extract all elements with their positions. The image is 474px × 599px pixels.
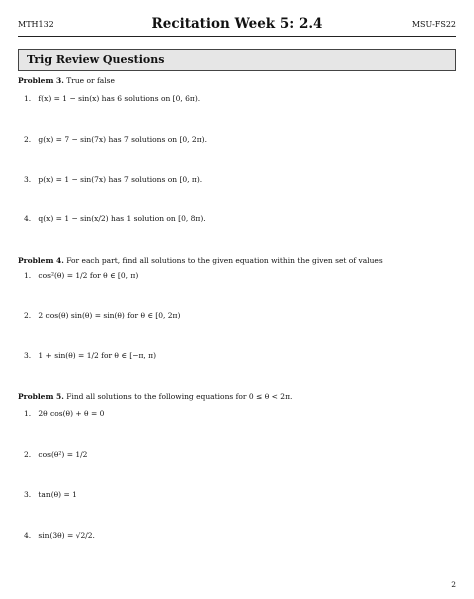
list-item	[24, 311, 180, 320]
item-text: cos²(θ) = 1/2 for θ ∈ [0, π)	[38, 271, 139, 280]
problem-instruction: True or false	[66, 76, 115, 85]
problem-label: Problem 4.	[18, 256, 64, 265]
item-text: g(x) = 7 − sin(7x) has 7 solutions on [0, 2π).	[38, 135, 207, 144]
item-text: 2θ cos(θ) + θ = 0	[38, 409, 105, 418]
list-item	[24, 409, 104, 418]
item-number: 2.	[24, 135, 32, 144]
list-item	[24, 135, 207, 144]
problem-instruction: Find all solutions to the following equations for 0 ≤ θ < 2π.	[66, 392, 293, 401]
item-number: 3.	[24, 490, 32, 499]
problem-3-heading	[18, 76, 115, 85]
item-text: 2 cos(θ) sin(θ) = sin(θ) for θ ∈ [0, 2π)	[38, 311, 181, 320]
item-number: 2.	[24, 450, 32, 459]
section-title: Trig Review Questions	[27, 53, 165, 66]
item-number: 1.	[24, 409, 32, 418]
problem-instruction: For each part, find all solutions to the given equation within the given set of values	[66, 256, 383, 265]
item-number: 2.	[24, 311, 32, 320]
item-number: 3.	[24, 351, 32, 360]
page-title: Recitation Week 5: 2.4	[151, 16, 323, 32]
item-number: 3.	[24, 175, 32, 184]
item-text: q(x) = 1 − sin(x/2) has 1 solution on [0, 8π).	[38, 214, 206, 223]
item-text: sin(3θ) = √2/2.	[38, 531, 95, 540]
item-number: 4.	[24, 214, 32, 223]
item-text: tan(θ) = 1	[38, 490, 77, 499]
item-number: 4.	[24, 531, 32, 540]
list-item	[24, 351, 156, 360]
item-text: p(x) = 1 − sin(7x) has 7 solutions on [0, π).	[38, 175, 203, 184]
list-item	[24, 271, 138, 280]
problem-label: Problem 3.	[18, 76, 64, 85]
item-number: 1.	[24, 271, 32, 280]
item-text: f(x) = 1 − sin(x) has 6 solutions on [0, 6π).	[38, 94, 201, 103]
problem-4-heading	[18, 256, 383, 265]
list-item	[24, 175, 202, 184]
list-item	[24, 214, 206, 223]
item-text: cos(θ²) = 1/2	[38, 450, 88, 459]
item-text: 1 + sin(θ) = 1/2 for θ ∈ [−π, π)	[38, 351, 157, 360]
list-item	[24, 94, 200, 103]
term-code: MSU-FS22	[411, 20, 456, 29]
problem-label: Problem 5.	[18, 392, 64, 401]
page-header	[18, 16, 456, 34]
item-number: 1.	[24, 94, 32, 103]
problem-5-heading	[18, 392, 292, 401]
course-code: MTH132	[18, 20, 54, 29]
section-header-box	[18, 49, 456, 71]
list-item	[24, 531, 95, 540]
list-item	[24, 450, 87, 459]
page-number: 2	[451, 580, 456, 589]
list-item	[24, 490, 77, 499]
header-rule	[18, 36, 456, 37]
